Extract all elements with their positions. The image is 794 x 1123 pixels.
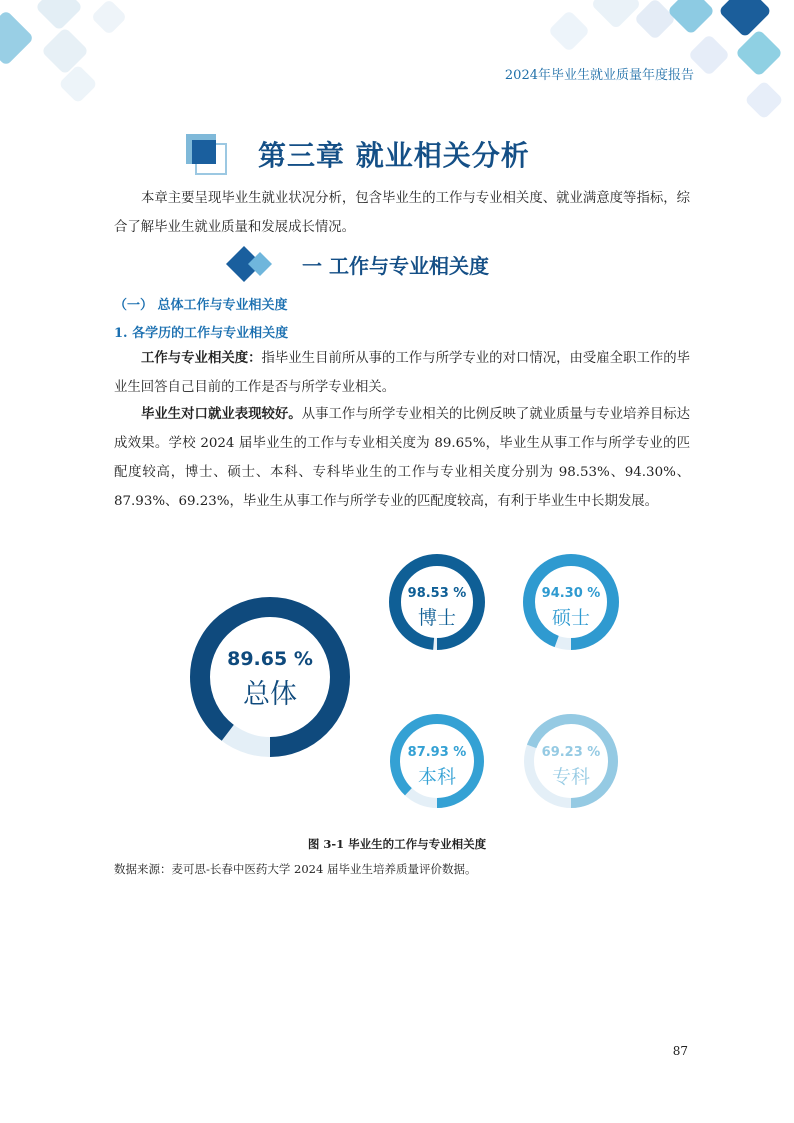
- section-heading: [0, 244, 794, 284]
- donut-value-label: 89.65 %: [227, 648, 313, 670]
- definition-lead: 工作与专业相关度：: [141, 350, 262, 366]
- donut-chart: [150, 540, 670, 830]
- donut-overall: [200, 607, 340, 747]
- findings-lead: 毕业生对口就业表现较好。: [141, 406, 302, 422]
- paragraph-definition: [114, 344, 690, 402]
- donut-arc: [395, 560, 479, 644]
- donut-bachelor: [395, 719, 479, 803]
- donut-arc: [529, 560, 613, 644]
- section-title: 一 工作与专业相关度: [302, 254, 489, 278]
- definition-text: 指毕业生目前所从事的工作与所学专业的对口情况，由受雇全职工作的毕业生回答自己目前的工作是否与所学专业相关。: [114, 351, 691, 395]
- intro-text: 本章主要呈现毕业生就业状况分析，包含毕业生的工作与专业相关度、就业满意度等指标，综合了解毕业生就业质量和发展成长情况。: [114, 191, 691, 235]
- donut-category-label: 博士: [417, 607, 457, 629]
- donut-category-label: 专科: [551, 766, 591, 788]
- page-number: 87: [672, 1044, 688, 1058]
- paragraph-findings: [114, 400, 690, 516]
- donut-category-label: 本科: [417, 766, 457, 788]
- donut-category-label: 总体: [243, 679, 297, 710]
- figure-caption: 图 3-1 毕业生的工作与专业相关度: [307, 837, 487, 851]
- data-source-note: 数据来源：麦可思-长春中医药大学 2024 届毕业生培养质量评价数据。: [114, 862, 477, 876]
- decorative-squares-left: [0, 0, 130, 140]
- diamond-icon: [226, 246, 278, 282]
- subsection-heading: （一） 总体工作与专业相关度: [114, 298, 288, 313]
- donut-arc: [200, 607, 340, 747]
- running-header: 2024年毕业生就业质量年度报告: [504, 68, 694, 83]
- donut-category-label: 硕士: [551, 607, 591, 629]
- donut-arc: [395, 719, 479, 803]
- donut-junior-college: [529, 719, 613, 803]
- subsubsection-heading: 1. 各学历的工作与专业相关度: [114, 326, 289, 341]
- donut-value-label: 87.93 %: [407, 745, 467, 760]
- donut-doctor: [395, 560, 479, 644]
- intro-paragraph: [114, 184, 690, 242]
- donut-master: [529, 560, 613, 644]
- donut-value-label: 69.23 %: [541, 745, 601, 760]
- donut-value-label: 94.30 %: [541, 586, 601, 601]
- chapter-title: 第三章 就业相关分析: [258, 139, 530, 172]
- donut-value-label: 98.53 %: [407, 586, 467, 601]
- findings-text: 从事工作与所学专业相关的比例反映了就业质量与专业培养目标达成效果。学校 2024 届毕业生的工作与专业相关度为 89.65%，毕业生从事工作与所学专业的匹配度较高，博士、硕士、本科、专科毕业生的工作与专业相关度分别为 98.53%、94.30%、87.93%、69.23%，毕业生从事工作与所学专业的匹配度较高，有利于毕业生中长期发展。: [114, 407, 691, 509]
- chapter-square-icon: [184, 132, 230, 178]
